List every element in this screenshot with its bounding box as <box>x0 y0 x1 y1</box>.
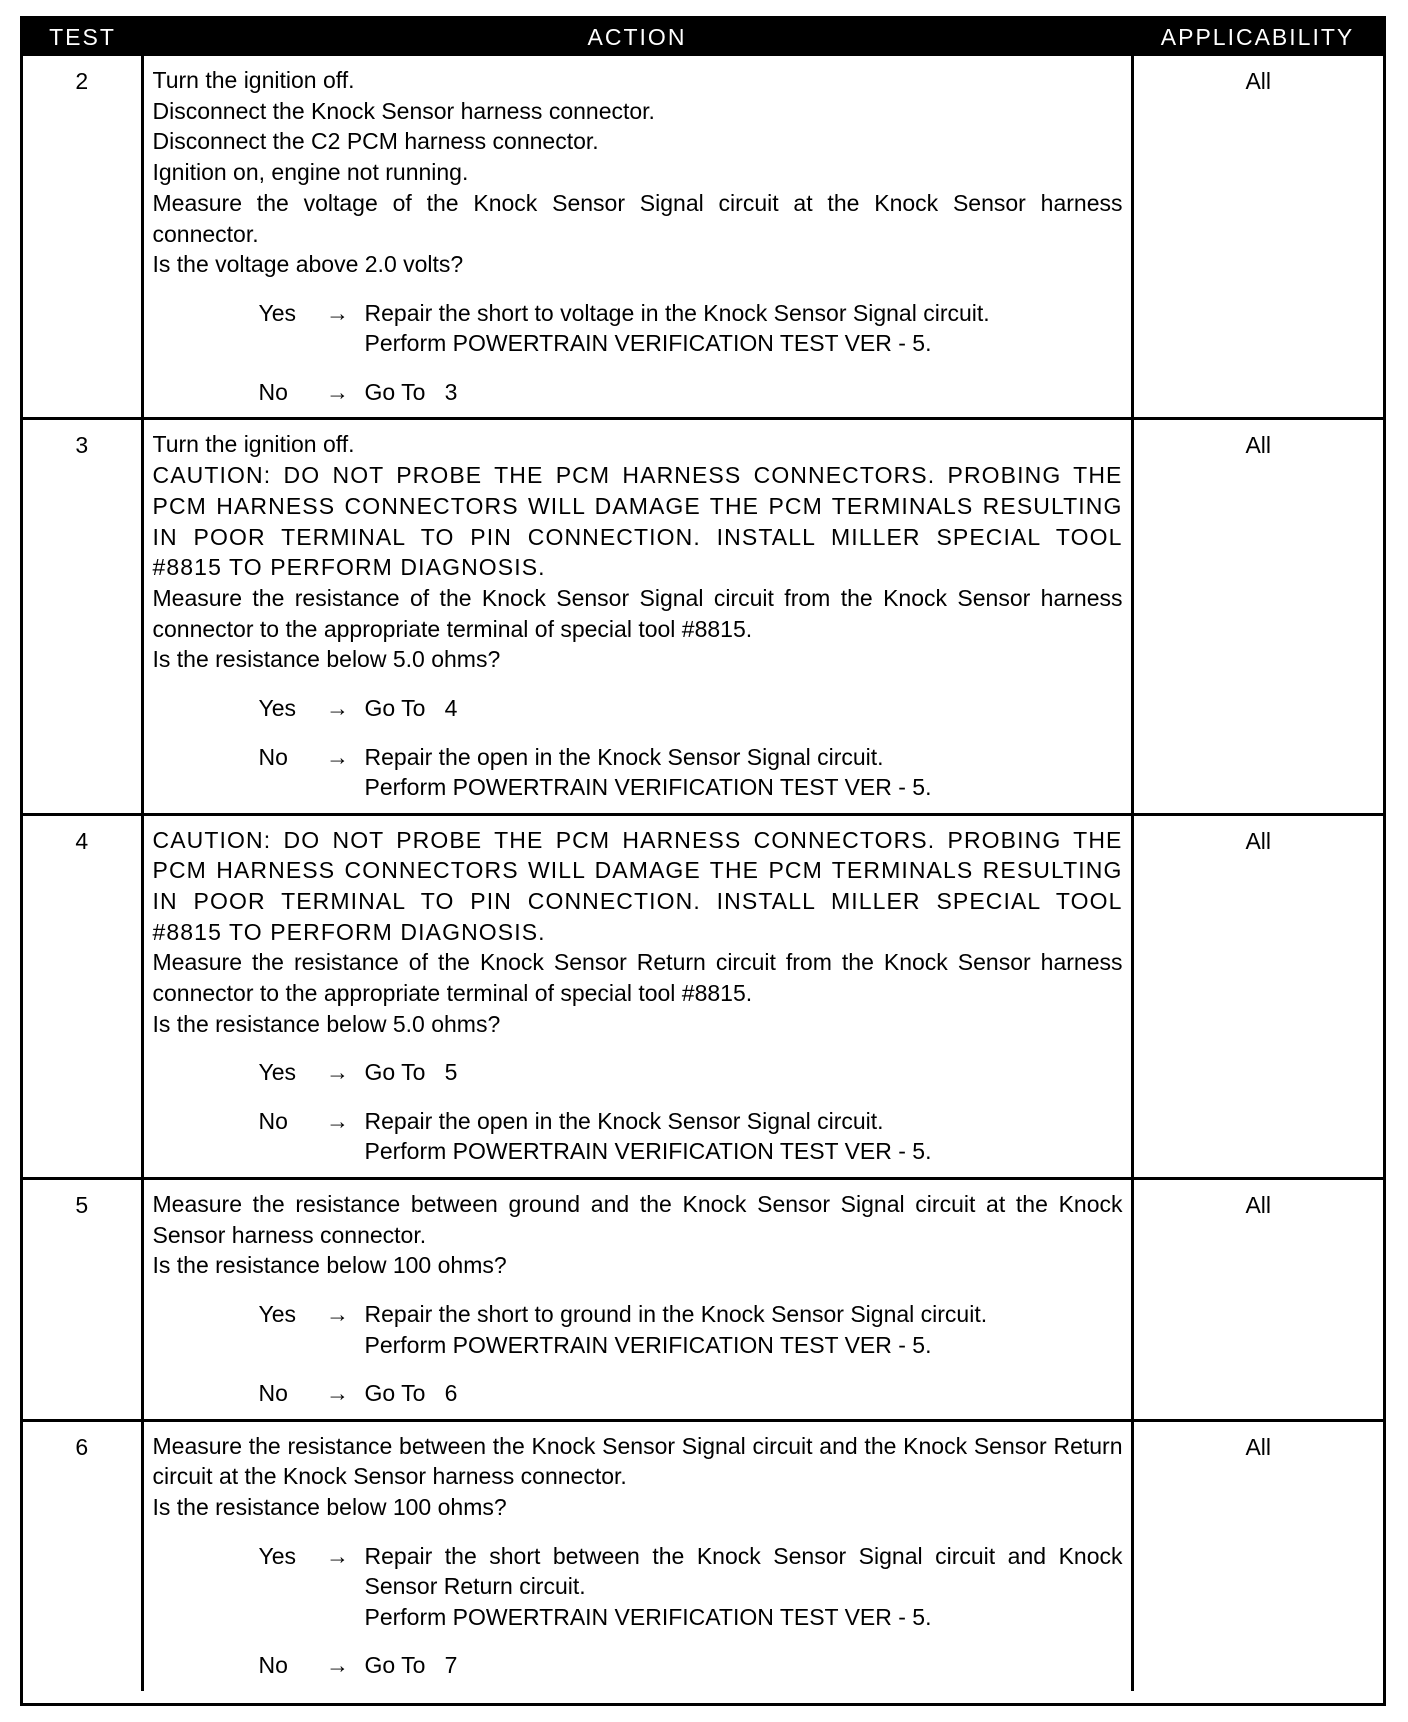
no-outcome <box>259 1650 1123 1681</box>
diagnostic-table-page <box>20 16 1386 1706</box>
yes-label: Yes <box>258 1059 297 1086</box>
right-arrow-icon: → <box>326 1059 349 1086</box>
action-cell <box>142 419 1132 814</box>
table-row <box>23 56 1383 419</box>
right-arrow-icon: → <box>326 1652 349 1679</box>
table-header-row <box>23 19 1383 56</box>
action-line: Measure the resistance between the Knock Sensor Signal circuit and the Knock Sensor Return circuit at the Knock Sensor harness connector. <box>152 1432 1129 1490</box>
yes-outcome <box>259 298 1123 359</box>
result-line: Repair the open in the Knock Sensor Signal circuit. <box>364 1107 884 1134</box>
action-question: Is the resistance below 5.0 ohms? <box>152 646 501 673</box>
result-line: Perform POWERTRAIN VERIFICATION TEST VER - 5. <box>364 330 932 357</box>
test-number: 5 <box>23 1178 142 1420</box>
action-cell <box>142 56 1132 419</box>
yes-result <box>364 1541 1129 1633</box>
action-question: Is the resistance below 5.0 ohms? <box>152 1010 501 1037</box>
no-outcome <box>259 377 1123 408</box>
caution-text: CAUTION: DO NOT PROBE THE PCM HARNESS CONNECTORS. PROBING THE PCM HARNESS CONNECTORS WILL DAMAGE THE PCM TERMINALS RESULTING IN POOR TERMINAL TO PIN CONNECTION. INSTALL MILLER SPECIAL TOOL #8815 TO PERFORM DIAGNOSIS. <box>152 826 1130 945</box>
action-question: Is the resistance below 100 ohms? <box>152 1493 507 1520</box>
applicability-cell: All <box>1132 814 1383 1178</box>
action-cell <box>142 1178 1132 1420</box>
result-line: Repair the short to ground in the Knock Sensor Signal circuit. <box>364 1301 988 1328</box>
no-label: No <box>258 743 288 770</box>
test-number: 6 <box>23 1420 142 1691</box>
action-line: Measure the voltage of the Knock Sensor Signal circuit at the Knock Sensor harness connector. <box>152 189 1129 247</box>
yes-label: Yes <box>258 299 297 326</box>
yes-label: Yes <box>258 1301 297 1328</box>
right-arrow-icon: → <box>326 1301 349 1328</box>
test-number: 4 <box>23 814 142 1178</box>
action-line: Measure the resistance between ground and the Knock Sensor Signal circuit at the Knock Sensor harness connector. <box>152 1190 1129 1248</box>
no-label: No <box>258 1107 288 1134</box>
test-number: 2 <box>23 56 142 419</box>
no-outcome <box>259 1378 1123 1409</box>
table-row <box>23 1420 1383 1691</box>
yes-outcome <box>259 1299 1123 1360</box>
diagnostic-test-table <box>23 19 1383 1691</box>
action-line: Disconnect the Knock Sensor harness connector. <box>152 97 655 124</box>
no-result: Go To 6 <box>364 1380 458 1407</box>
no-outcome <box>259 742 1123 803</box>
action-question: Is the voltage above 2.0 volts? <box>152 251 464 278</box>
right-arrow-icon: → <box>326 743 349 770</box>
action-line: Turn the ignition off. <box>152 67 355 93</box>
result-line: Perform POWERTRAIN VERIFICATION TEST VER - 5. <box>364 774 932 801</box>
right-arrow-icon: → <box>326 1542 349 1569</box>
no-label: No <box>258 1652 288 1679</box>
header-test: TEST <box>23 19 142 56</box>
right-arrow-icon: → <box>326 378 349 405</box>
action-line: Ignition on, engine not running. <box>152 159 469 186</box>
result-line: Perform POWERTRAIN VERIFICATION TEST VER - 5. <box>364 1603 932 1630</box>
result-line: Perform POWERTRAIN VERIFICATION TEST VER - 5. <box>364 1331 932 1358</box>
right-arrow-icon: → <box>326 1380 349 1407</box>
result-line: Repair the short to voltage in the Knock Sensor Signal circuit. <box>364 299 990 326</box>
no-result <box>365 742 1123 803</box>
yes-result: Go To 4 <box>364 695 458 722</box>
caution-text: CAUTION: DO NOT PROBE THE PCM HARNESS CONNECTORS. PROBING THE PCM HARNESS CONNECTORS WILL DAMAGE THE PCM TERMINALS RESULTING IN POOR TERMINAL TO PIN CONNECTION. INSTALL MILLER SPECIAL TOOL #8815 TO PERFORM DIAGNOSIS. <box>152 462 1130 581</box>
no-outcome <box>259 1106 1123 1167</box>
test-number: 3 <box>23 419 142 814</box>
applicability-cell: All <box>1132 1420 1383 1691</box>
action-line: Turn the ignition off. <box>152 431 355 458</box>
yes-result: Go To 5 <box>364 1059 458 1086</box>
yes-outcome <box>258 1541 1129 1633</box>
no-label: No <box>258 378 288 405</box>
right-arrow-icon: → <box>326 299 349 326</box>
action-cell <box>142 814 1132 1178</box>
right-arrow-icon: → <box>326 1107 349 1134</box>
yes-result <box>365 1299 1123 1360</box>
yes-outcome <box>259 693 1123 724</box>
action-question: Is the resistance below 100 ohms? <box>152 1252 507 1279</box>
header-action: ACTION <box>142 19 1132 56</box>
applicability-cell: All <box>1132 56 1383 419</box>
action-line: Measure the resistance of the Knock Sensor Signal circuit from the Knock Sensor harness connector to the appropriate terminal of special tool #8815. <box>152 584 1129 642</box>
yes-outcome <box>259 1057 1123 1088</box>
table-row <box>23 814 1383 1178</box>
action-cell <box>142 1420 1132 1691</box>
right-arrow-icon: → <box>326 695 349 722</box>
no-result: Go To 3 <box>364 378 458 405</box>
result-line: Repair the short between the Knock Sensor Signal circuit and Knock Sensor Return circuit. <box>364 1542 1129 1600</box>
table-row <box>23 419 1383 814</box>
applicability-cell: All <box>1132 1178 1383 1420</box>
no-result: Go To 7 <box>364 1652 458 1679</box>
no-label: No <box>258 1380 288 1407</box>
header-applicability: APPLICABILITY <box>1132 19 1383 56</box>
result-line: Repair the open in the Knock Sensor Signal circuit. <box>364 743 884 770</box>
yes-label: Yes <box>258 695 297 722</box>
no-result <box>365 1106 1123 1167</box>
applicability-cell: All <box>1132 419 1383 814</box>
table-row <box>23 1178 1383 1420</box>
action-line: Disconnect the C2 PCM harness connector. <box>152 128 599 155</box>
action-line: Measure the resistance of the Knock Sensor Return circuit from the Knock Sensor harness connector to the appropriate terminal of special tool #8815. <box>152 949 1129 1007</box>
yes-result <box>365 298 1123 359</box>
yes-label: Yes <box>258 1542 297 1569</box>
result-line: Perform POWERTRAIN VERIFICATION TEST VER - 5. <box>364 1138 932 1165</box>
